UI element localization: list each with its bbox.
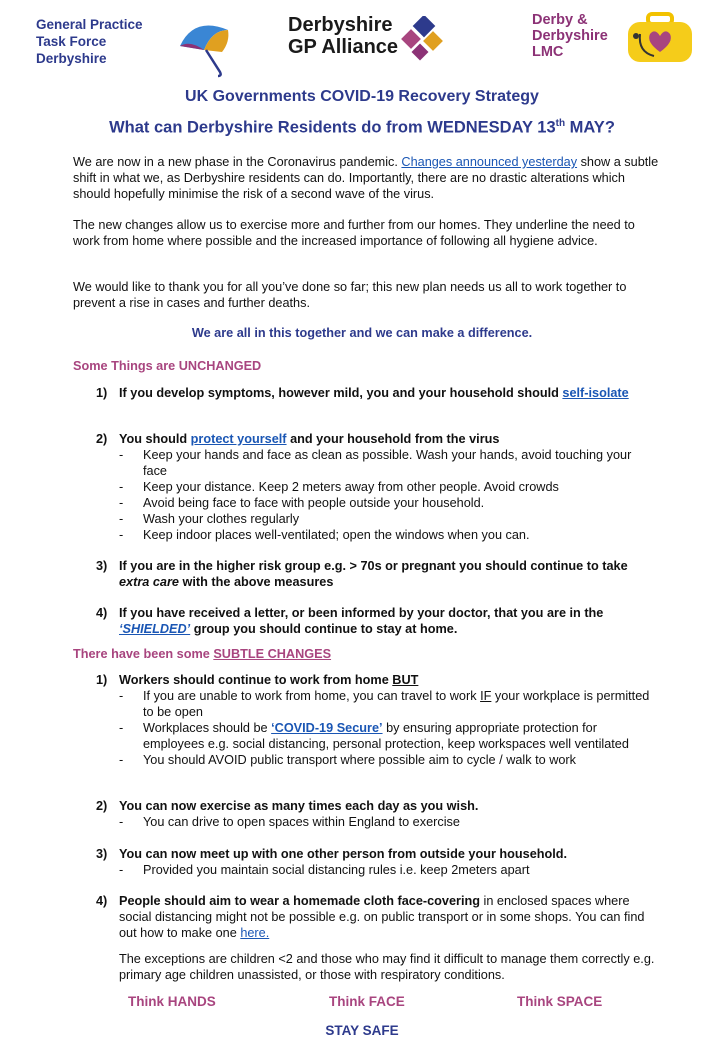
logo-left-line1: General Practice xyxy=(36,17,143,32)
unchanged-i3-pre: If you are in the higher risk group e.g. > 70s or pregnant you should continue to take xyxy=(119,559,628,573)
changes-announced-link[interactable]: Changes announced yesterday xyxy=(401,155,578,169)
unchanged-i1-text: If you develop symptoms, however mild, you and your household should xyxy=(119,386,563,400)
logo-right-line3: LMC xyxy=(532,44,564,60)
unchanged-i4-post: group you should continue to stay at home. xyxy=(190,622,458,636)
list-item: - Avoid being face to face with people outside your household. xyxy=(119,495,656,511)
changes-heading-underlined: SUBTLE CHANGES xyxy=(213,647,332,661)
unchanged-item-1 xyxy=(96,385,656,401)
logo-right-line1: Derby & xyxy=(532,12,588,28)
page-subtitle xyxy=(0,118,724,138)
item-number: 1) xyxy=(96,673,108,687)
list-item xyxy=(119,688,656,720)
unchanged-i3-em: extra care xyxy=(119,575,179,589)
diamonds-icon xyxy=(400,16,448,66)
covid-secure-link[interactable]: ‘COVID-19 Secure’ xyxy=(271,721,383,735)
intro-paragraph-1 xyxy=(73,154,663,202)
intro-p1-post: show a subtle shift in what we, as Derbyshire residents can do. Importantly, there are no drastic alterations which should hopefully minimise the risk of a second wave of the virus. xyxy=(73,155,659,201)
changes-heading xyxy=(73,647,331,661)
logo-right-line2: Derbyshire xyxy=(532,28,608,44)
changes-item-1 xyxy=(96,672,656,768)
think-face: Think FACE xyxy=(329,994,405,1009)
changes-i3-head: You can now meet up with one other person from outside your household. xyxy=(119,847,568,861)
changes-i4-rest: in enclosed spaces where social distancing might not be possible e.g. on public transport or in some shops. You can find out how to make one xyxy=(119,894,645,940)
changes-heading-pre: There have been some xyxy=(73,647,214,661)
logo-mid-line2: GP Alliance xyxy=(288,36,399,58)
unchanged-item-2 xyxy=(96,431,656,543)
intro-p1-pre: We are now in a new phase in the Coronavirus pandemic. xyxy=(73,155,402,169)
work-bullets xyxy=(119,688,656,768)
think-hands: Think HANDS xyxy=(128,994,216,1009)
list-item: - Wash your clothes regularly xyxy=(119,511,656,527)
umbrella-icon xyxy=(176,16,234,78)
item-number: 1) xyxy=(96,386,108,400)
together-statement: We are all in this together and we can make a difference. xyxy=(191,326,533,340)
gp-alliance-logo xyxy=(288,14,458,64)
unchanged-i2-post: and your household from the virus xyxy=(286,432,500,446)
stay-safe: STAY SAFE xyxy=(325,1023,399,1038)
exercise-bullets xyxy=(119,814,656,830)
b1-pre: If you are unable to work from home, you can travel to work xyxy=(143,689,481,703)
protect-bullets xyxy=(119,447,656,543)
item-number: 4) xyxy=(96,894,108,908)
gp-task-force-logo xyxy=(36,16,206,66)
unchanged-i3-post: with the above measures xyxy=(178,575,334,589)
intro-paragraph-2 xyxy=(73,217,663,249)
list-item: - Keep indoor places well-ventilated; open the windows when you can. xyxy=(119,527,656,543)
changes-item-2 xyxy=(96,798,656,830)
item-number: 2) xyxy=(96,799,108,813)
list-item: - You should AVOID public transport where possible aim to cycle / walk to work xyxy=(119,752,656,768)
protect-yourself-link[interactable]: protect yourself xyxy=(190,432,287,446)
page-title: UK Governments COVID-19 Recovery Strategy xyxy=(185,88,539,105)
unchanged-i4-pre: If you have received a letter, or been informed by your doctor, that you are in the xyxy=(119,606,604,620)
changes-i1-pre: Workers should continue to work from home xyxy=(119,673,393,687)
meet-bullets xyxy=(119,862,656,878)
changes-i2-head: You can now exercise as many times each day as you wish. xyxy=(119,799,479,813)
unchanged-item-3 xyxy=(96,558,656,590)
intro-p2: The new changes allow us to exercise more and further from our homes. They underline the need to work from home where possible and the increased importance of following all hygiene advice. xyxy=(73,218,635,248)
list-item: - Keep your distance. Keep 2 meters away from other people. Avoid crowds xyxy=(119,479,656,495)
item-number: 3) xyxy=(96,559,108,573)
unchanged-i2-pre: You should xyxy=(119,432,191,446)
list-item: - Provided you maintain social distancing rules i.e. keep 2meters apart xyxy=(119,862,656,878)
self-isolate-link[interactable]: self-isolate xyxy=(562,386,629,400)
changes-item-4 xyxy=(96,893,656,983)
b2-pre: Workplaces should be xyxy=(143,721,272,735)
item-number: 2) xyxy=(96,432,108,446)
changes-item-3 xyxy=(96,846,656,878)
logo-left-line2: Task Force xyxy=(36,34,107,49)
changes-i4-bold: People should aim to wear a homemade cloth face-covering xyxy=(119,894,480,908)
intro-p3: We would like to thank you for all you’ve done so far; this new plan needs us all to work together to prevent a rise in cases and further deaths. xyxy=(73,280,627,310)
unchanged-heading: Some Things are UNCHANGED xyxy=(73,359,262,373)
list-item: - You can drive to open spaces within England to exercise xyxy=(119,814,656,830)
list-item: - Keep your hands and face as clean as possible. Wash your hands, avoid touching your face xyxy=(119,447,656,479)
list-item xyxy=(119,720,656,752)
intro-paragraph-3 xyxy=(73,279,663,311)
medical-bag-icon xyxy=(626,12,694,64)
lmc-logo xyxy=(532,12,702,68)
shielded-link[interactable]: ‘SHIELDED’ xyxy=(119,622,191,636)
b1-post: your workplace is permitted to be open xyxy=(143,689,650,719)
item-number: 4) xyxy=(96,606,108,620)
subtitle-end: MAY? xyxy=(565,118,615,137)
unchanged-item-4 xyxy=(96,605,656,637)
changes-i1-but: BUT xyxy=(392,673,419,687)
subtitle-sup: th xyxy=(555,118,566,129)
b1-if: IF xyxy=(480,689,492,703)
here-link[interactable]: here. xyxy=(240,926,270,940)
logo-left-line3: Derbyshire xyxy=(36,51,107,66)
item-number: 3) xyxy=(96,847,108,861)
logo-mid-line1: Derbyshire xyxy=(288,14,393,36)
b2-post: by ensuring appropriate protection for employees e.g. social distancing, personal protection, keep workspaces well ventilated xyxy=(143,721,629,751)
changes-i4-exceptions: The exceptions are children <2 and those who may find it difficult to manage them correctly e.g. primary age children unassisted, or those with respiratory conditions. xyxy=(119,952,655,982)
subtitle-text: What can Derbyshire Residents do from WEDNESDAY 13 xyxy=(109,118,556,137)
think-space: Think SPACE xyxy=(517,994,603,1009)
